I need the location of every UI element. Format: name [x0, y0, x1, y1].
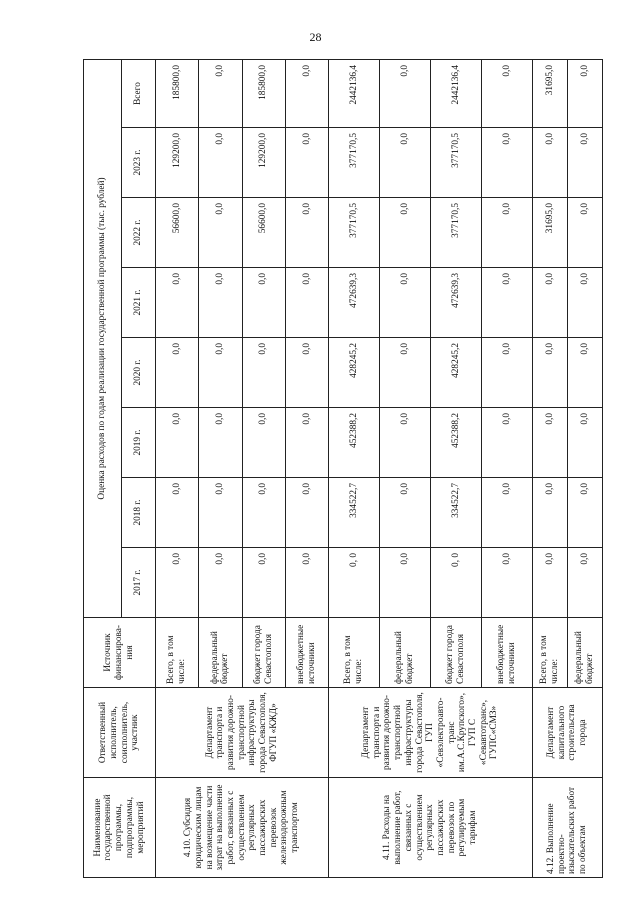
value-cell: 452388,2	[431, 408, 482, 478]
value-cell: 0,0	[285, 128, 328, 198]
source-cell: внебюджетные источники	[481, 618, 532, 688]
value-cell: 0,0	[156, 478, 199, 548]
header-total: Всего	[122, 60, 156, 128]
value-cell: 334522,7	[431, 478, 482, 548]
source-cell: внебюджетные источники	[285, 618, 328, 688]
financing-table	[83, 59, 603, 878]
value-cell: 428245,2	[431, 338, 482, 408]
value-cell: 0,0	[380, 408, 431, 478]
value-cell: 0, 0	[329, 548, 380, 618]
total-cell: 0,0	[199, 60, 242, 128]
header-year: 2018 г.	[122, 478, 156, 548]
value-cell: 0,0	[199, 268, 242, 338]
activity-responsible: Департамент транспорта и развития дорожно-транспортной инфраструктуры города Севастополя, ГУП «Севэлектроавто-транс им.А.С.Крупского», ГУП С «Севавтотранс», ГУПС«СМЗ»	[329, 688, 533, 778]
value-cell: 0,0	[242, 478, 285, 548]
table-row	[532, 60, 567, 878]
value-cell: 334522,7	[329, 478, 380, 548]
value-cell: 428245,2	[329, 338, 380, 408]
total-cell: 2442136,4	[431, 60, 482, 128]
value-cell: 0,0	[481, 478, 532, 548]
value-cell: 0,0	[380, 198, 431, 268]
source-cell: федеральный бюджет	[199, 618, 242, 688]
activity-responsible: Департамент транспорта и развития дорожно-транспортной инфраструктуры города Севастополя, ФГУП «КЖД»	[156, 688, 329, 778]
total-cell: 0,0	[481, 60, 532, 128]
value-cell: 0,0	[532, 478, 567, 548]
value-cell: 0,0	[532, 338, 567, 408]
value-cell: 0,0	[156, 268, 199, 338]
value-cell: 0,0	[481, 128, 532, 198]
value-cell: 0,0	[567, 128, 602, 198]
value-cell: 0,0	[481, 548, 532, 618]
value-cell: 31695,0	[532, 198, 567, 268]
value-cell: 0,0	[285, 408, 328, 478]
value-cell: 472639,3	[329, 268, 380, 338]
total-cell: 2442136,4	[329, 60, 380, 128]
value-cell: 0,0	[532, 548, 567, 618]
value-cell: 0,0	[285, 268, 328, 338]
value-cell: 0,0	[199, 338, 242, 408]
header-group-title: Оценка расходов по годам реализации государственной программы (тыс. рублей)	[84, 60, 122, 618]
source-cell: бюджет города Севастополя	[431, 618, 482, 688]
rotated-table-container	[83, 60, 603, 878]
value-cell: 0,0	[156, 338, 199, 408]
value-cell: 56600,0	[242, 198, 285, 268]
value-cell: 0,0	[532, 268, 567, 338]
value-cell: 56600,0	[156, 198, 199, 268]
header-year: 2017 г.	[122, 548, 156, 618]
value-cell: 129200,0	[242, 128, 285, 198]
source-cell: Всего, в том числе:	[532, 618, 567, 688]
total-cell: 31695,0	[532, 60, 567, 128]
value-cell: 0,0	[567, 198, 602, 268]
total-cell: 0,0	[567, 60, 602, 128]
value-cell: 0,0	[285, 548, 328, 618]
value-cell: 0,0	[567, 548, 602, 618]
value-cell: 377170,5	[431, 198, 482, 268]
activity-name: 4.12. Выполнение проектно-изыскательских работ по объектам	[532, 778, 602, 878]
value-cell: 0,0	[242, 548, 285, 618]
value-cell: 377170,5	[431, 128, 482, 198]
value-cell: 0,0	[380, 548, 431, 618]
value-cell: 0,0	[481, 408, 532, 478]
total-cell: 185800,0	[156, 60, 199, 128]
value-cell: 0,0	[199, 478, 242, 548]
header-year: 2019 г.	[122, 408, 156, 478]
value-cell: 0,0	[156, 548, 199, 618]
value-cell: 0,0	[380, 478, 431, 548]
activity-name: 4.10. Субсидия юридическим лицам на возмещение части затрат на выполнение работ, связанных с осуществлением регулярных пассажирских перевозок железнодорожным транспортом	[156, 778, 329, 878]
header-year: 2022 г.	[122, 198, 156, 268]
table-row	[329, 60, 380, 878]
header-year: 2020 г.	[122, 338, 156, 408]
value-cell: 0,0	[481, 198, 532, 268]
header-year: 2021 г.	[122, 268, 156, 338]
value-cell: 0,0	[380, 128, 431, 198]
value-cell: 0,0	[285, 338, 328, 408]
value-cell: 129200,0	[156, 128, 199, 198]
source-cell: Всего, в том числе:	[156, 618, 199, 688]
value-cell: 0,0	[242, 408, 285, 478]
source-cell: бюджет города Севастополя	[242, 618, 285, 688]
header-name: Наименование государственной программы, подпрограммы, мероприятий	[84, 778, 156, 878]
value-cell: 472639,3	[431, 268, 482, 338]
total-cell: 0,0	[380, 60, 431, 128]
value-cell: 0,0	[242, 338, 285, 408]
source-cell: Всего, в том числе:	[329, 618, 380, 688]
value-cell: 0,0	[285, 478, 328, 548]
value-cell: 0,0	[285, 198, 328, 268]
value-cell: 0,0	[481, 338, 532, 408]
total-cell: 0,0	[285, 60, 328, 128]
table-row	[156, 60, 199, 878]
value-cell: 0, 0	[431, 548, 482, 618]
total-cell: 185800,0	[242, 60, 285, 128]
activity-name: 4.11. Расходы на выполнение работ, связанных с осуществлением регулярных пассажирских перевозок по регулируемым тарифам	[329, 778, 533, 878]
value-cell: 0,0	[532, 408, 567, 478]
value-cell: 0,0	[380, 268, 431, 338]
value-cell: 0,0	[567, 408, 602, 478]
source-cell: федеральный бюджет	[380, 618, 431, 688]
value-cell: 377170,5	[329, 198, 380, 268]
header-source: Источник финансирова-ния	[84, 618, 156, 688]
source-cell: федеральный бюджет	[567, 618, 602, 688]
value-cell: 0,0	[199, 128, 242, 198]
value-cell: 452388,2	[329, 408, 380, 478]
value-cell: 0,0	[199, 408, 242, 478]
activity-responsible: Департамент капитального строительства города	[532, 688, 602, 778]
value-cell: 0,0	[380, 338, 431, 408]
value-cell: 0,0	[242, 268, 285, 338]
value-cell: 0,0	[567, 338, 602, 408]
value-cell: 377170,5	[329, 128, 380, 198]
page-number: 28	[309, 30, 322, 44]
header-year: 2023 г.	[122, 128, 156, 198]
value-cell: 0,0	[199, 548, 242, 618]
value-cell: 0,0	[156, 408, 199, 478]
value-cell: 0,0	[199, 198, 242, 268]
header-responsible: Ответственный исполнитель, соисполнитель, участник	[84, 688, 156, 778]
value-cell: 0,0	[532, 128, 567, 198]
value-cell: 0,0	[567, 268, 602, 338]
value-cell: 0,0	[481, 268, 532, 338]
value-cell: 0,0	[567, 478, 602, 548]
